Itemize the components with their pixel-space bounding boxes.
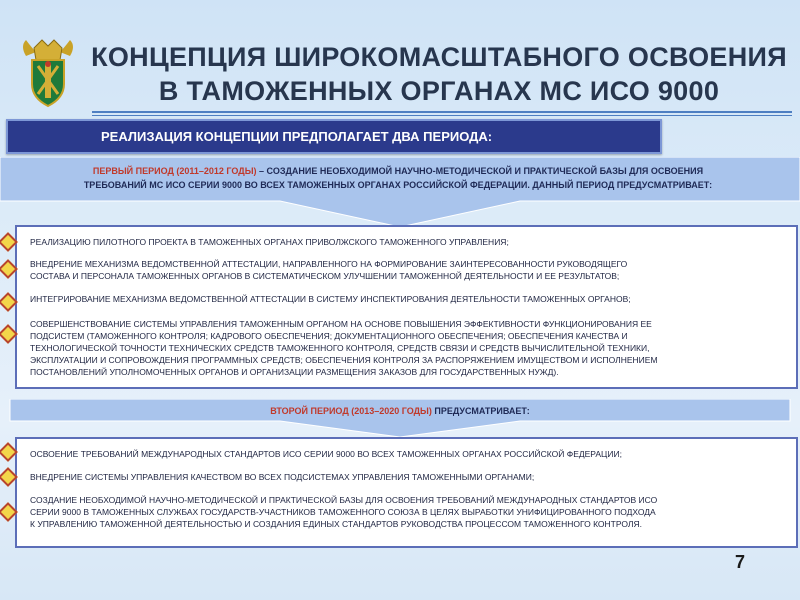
period2-description — [10, 404, 790, 418]
period1-highlight: ПЕРВЫЙ ПЕРИОД (2011–2012 ГОДЫ) — [92, 166, 257, 176]
period1-list — [15, 225, 798, 389]
list-item: ОСВОЕНИЕ ТРЕБОВАНИЙ МЕЖДУНАРОДНЫХ СТАНДАРТОВ ИСО СЕРИИ 9000 ВО ВСЕХ ТАМОЖЕННЫХ ОРГАНАХ РОССИЙСКОЙ ФЕДЕРАЦИИ; — [30, 449, 622, 459]
title-divider-thin — [92, 115, 792, 116]
page-title — [86, 40, 792, 108]
title-line-2: В ТАМОЖЕННЫХ ОРГАНАХ МС ИСО 9000 — [158, 76, 720, 106]
concept-banner: РЕАЛИЗАЦИЯ КОНЦЕПЦИИ ПРЕДПОЛАГАЕТ ДВА ПЕРИОДА: — [6, 119, 662, 154]
period2-list — [15, 437, 798, 548]
period1-line1: – СОЗДАНИЕ НЕОБХОДИМОЙ НАУЧНО-МЕТОДИЧЕСКОЙ И ПРАКТИЧЕСКОЙ БАЗЫ ДЛЯ ОСВОЕНИЯ — [256, 166, 704, 176]
list-item: ВНЕДРЕНИЕ СИСТЕМЫ УПРАВЛЕНИЯ КАЧЕСТВОМ ВО ВСЕХ ПОДСИСТЕМАХ УПРАВЛЕНИЯ ТАМОЖЕННЫМИ ОРГАНАМИ; — [30, 472, 535, 482]
page-number: 7 — [735, 552, 746, 572]
list-item: СОВЕРШЕНСТВОВАНИЕ СИСТЕМЫ УПРАВЛЕНИЯ ТАМОЖЕННЫМ ОРГАНОМ НА ОСНОВЕ ПОВЫШЕНИЯ ЭФФЕКТИВНОСТИ ФУНКЦИОНИРОВАНИЯ ЕЕ ПОДСИСТЕМ (ТАМОЖЕННОГО КОНТРОЛЯ; КАДРОВОГО ОБЕСПЕЧЕНИЯ; ДОКУМЕНТАЦИОННОГО ОБЕСПЕЧЕНИЯ; ОБЕСПЕЧЕНИЯ КАЧЕСТВА И ТЕХНОЛОГИЧЕСКОЙ ТОЧНОСТИ ТЕХНИЧЕСКИХ СРЕДСТВ ТАМОЖЕННОГО КОНТРОЛЯ, СРЕДСТВ СВЯЗИ И СРЕДСТВ ВЫЧИСЛИТЕЛЬНОЙ ТЕХНИКИ, ЭКСПЛУАТАЦИИ И СОПРОВОЖДЕНИЯ ПРОГРАММНЫХ СРЕДСТВ; ОБЕСПЕЧЕНИЯ КОНТРОЛЯ ЗА РАСПОРЯЖЕНИЕМ ИМУЩЕСТВОМ И ИСПОЛНЕНИЕМ ПОСТАНОВЛЕНИЙ УПОЛНОМОЧЕННЫХ ОРГАНОВ И ОРГАНИЗАЦИИ РАЗМЕЩЕНИЯ ЗАКАЗОВ ДЛЯ ГОСУДАРСТВЕННЫХ НУЖД). — [30, 319, 658, 377]
customs-emblem-logo — [20, 36, 76, 108]
list-item: РЕАЛИЗАЦИЮ ПИЛОТНОГО ПРОЕКТА В ТАМОЖЕННЫХ ОРГАНАХ ПРИВОЛЖСКОГО ТАМОЖЕННОГО УПРАВЛЕНИЯ; — [30, 237, 509, 247]
period1-description — [5, 164, 791, 192]
list-item: ВНЕДРЕНИЕ МЕХАНИЗМА ВЕДОМСТВЕННОЙ АТТЕСТАЦИИ, НАПРАВЛЕННОГО НА ФОРМИРОВАНИЕ ЗАИНТЕРЕСОВАННОСТИ РУКОВОДЯЩЕГО СОСТАВА И ПЕРСОНАЛА ТАМОЖЕННЫХ ОРГАНОВ В СИСТЕМАТИЧЕСКОМ УЛУЧШЕНИИ ТАМОЖЕННОЙ ДЕЯТЕЛЬНОСТИ И ЕЕ РЕЗУЛЬТАТОВ; — [30, 259, 628, 281]
list-item: СОЗДАНИЕ НЕОБХОДИМОЙ НАУЧНО-МЕТОДИЧЕСКОЙ И ПРАКТИЧЕСКОЙ БАЗЫ ДЛЯ ОСВОЕНИЯ ТРЕБОВАНИЙ МЕЖДУНАРОДНЫХ СТАНДАРТОВ ИСО СЕРИИ 9000 В ТАМОЖЕННЫХ СЛУЖБАХ ГОСУДАРСТВ-УЧАСТНИКОВ ТАМОЖЕННОГО СОЮЗА В ЦЕЛЯХ ВЫРАБОТКИ УНИФИЦИРОВАННОГО ПОДХОДА К УПРАВЛЕНИЮ ТАМОЖЕННОЙ ДЕЯТЕЛЬНОСТЬЮ И СОЗДАНИЯ ЕДИНЫХ СТАНДАРТОВ РУКОВОДСТВА ПРОЦЕССОМ ТАМОЖЕННОГО КОНТРОЛЯ. — [30, 495, 658, 529]
period2-highlight: ВТОРОЙ ПЕРИОД (2013–2020 ГОДЫ) — [270, 406, 432, 416]
period1-line2: ТРЕБОВАНИЙ МС ИСО СЕРИИ 9000 ВО ВСЕХ ТАМОЖЕННЫХ ОРГАНАХ РОССИЙСКОЙ ФЕДЕРАЦИИ. ДАННЫЙ ПЕРИОД ПРЕДУСМАТРИВАЕТ: — [83, 180, 713, 190]
period2-rest: ПРЕДУСМАТРИВАЕТ: — [431, 406, 530, 416]
title-line-1: КОНЦЕПЦИЯ ШИРОКОМАСШТАБНОГО ОСВОЕНИЯ — [91, 42, 787, 72]
list-item: ИНТЕГРИРОВАНИЕ МЕХАНИЗМА ВЕДОМСТВЕННОЙ АТТЕСТАЦИИ В СИСТЕМУ ИНСПЕКТИРОВАНИЯ ДЕЯТЕЛЬНОСТИ ТАМОЖЕННЫХ ОРГАНОВ; — [30, 294, 631, 304]
title-divider — [92, 111, 792, 113]
